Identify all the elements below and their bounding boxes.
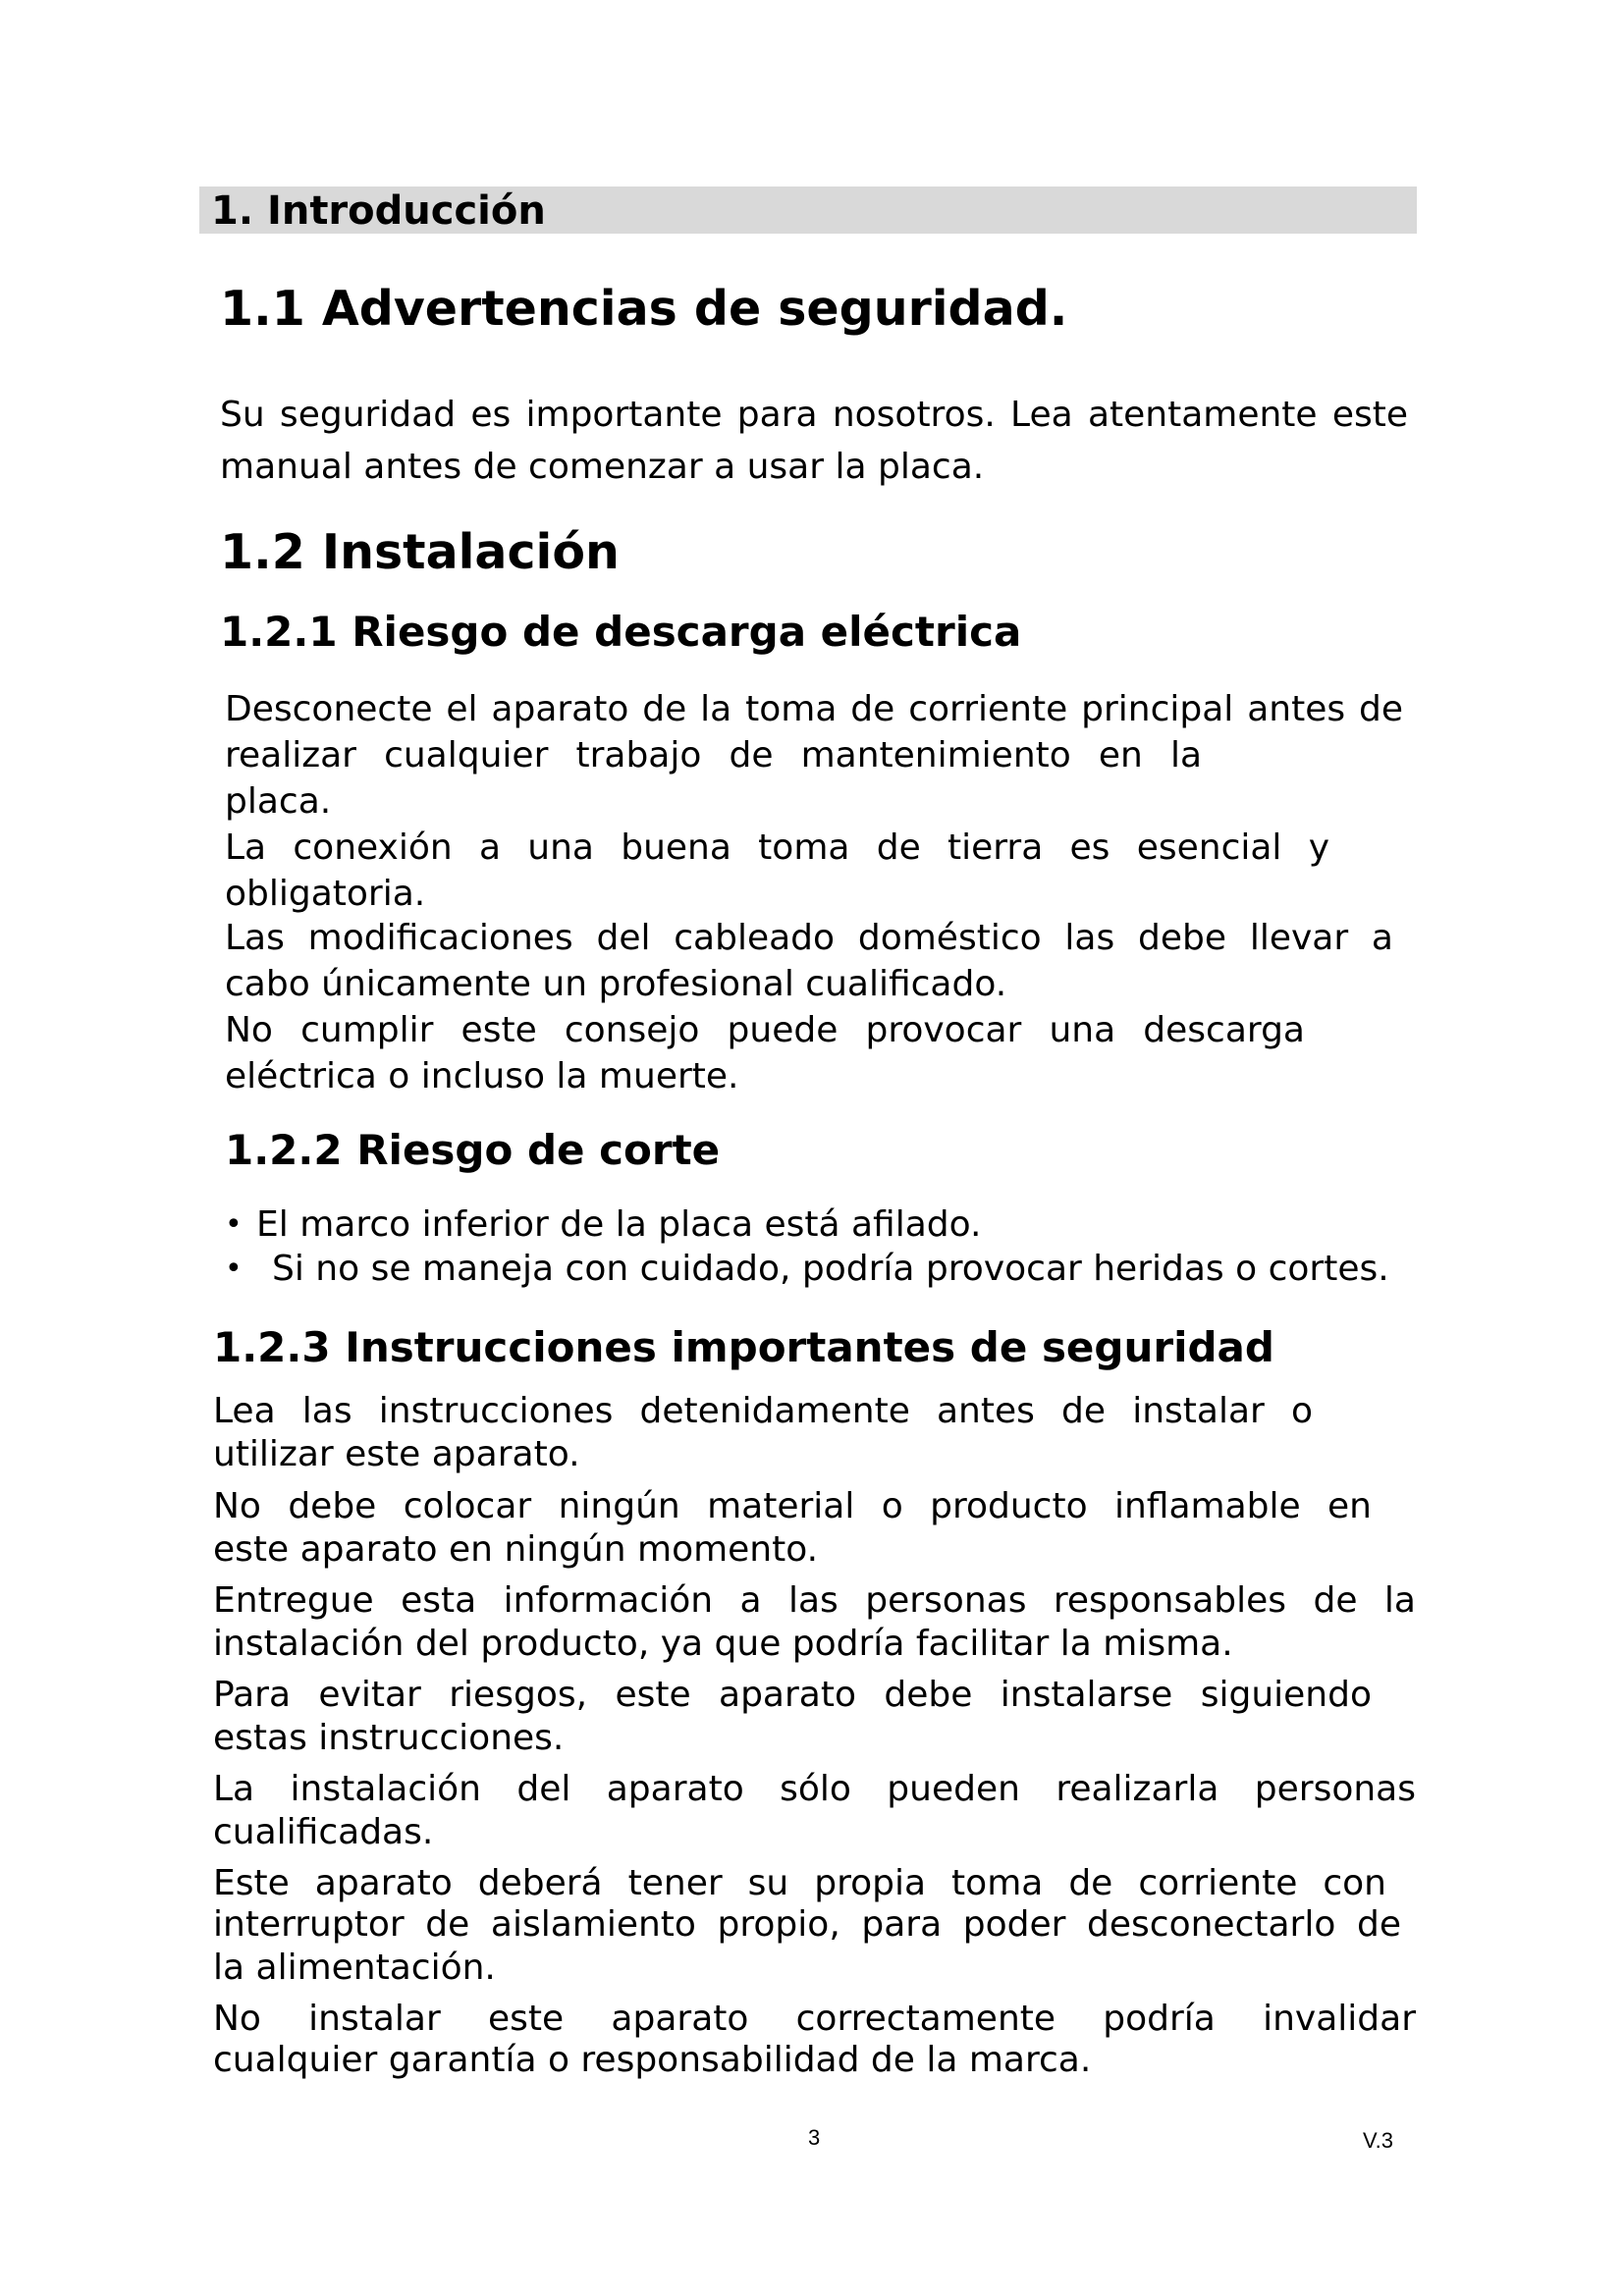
section-1-2-3-line-2: utilizar este aparato. xyxy=(213,1434,580,1474)
section-1-1-line-1: Su seguridad es importante para nosotros. Lea atentamente este xyxy=(220,395,1408,435)
section-1-2-3-line-7: Para evitar riesgos, este aparato debe instalarse siguiendo xyxy=(213,1675,1372,1715)
section-1-2-3-line-14: No instalar este aparato correctamente podría invalidar xyxy=(213,1999,1416,2039)
bullet-text: Si no se maneja con cuidado, podría provocar heridas o cortes. xyxy=(272,1249,1389,1289)
bullet-icon: • xyxy=(225,1252,243,1286)
section-1-2-3-line-13: la alimentación. xyxy=(213,1948,496,1988)
section-1-2-3-line-8: estas instrucciones. xyxy=(213,1718,565,1758)
section-1-1-heading: 1.1 Advertencias de seguridad. xyxy=(220,281,1068,337)
page-number: 3 xyxy=(808,2125,821,2150)
section-1-2-3-line-4: este aparato en ningún momento. xyxy=(213,1529,819,1570)
section-1-2-3-line-1: Lea las instrucciones detenidamente antes de instalar o xyxy=(213,1391,1313,1431)
section-1-2-2-heading: 1.2.2 Riesgo de corte xyxy=(225,1126,721,1174)
section-1-2-1-line-6: Las modificaciones del cableado doméstico las debe llevar a xyxy=(225,918,1393,958)
section-1-2-1-line-2: realizar cualquier trabajo de mantenimiento en la xyxy=(225,735,1202,775)
section-1-2-3-line-10: cualificadas. xyxy=(213,1812,434,1852)
section-1-2-1-heading: 1.2.1 Riesgo de descarga eléctrica xyxy=(220,608,1022,656)
bullet-item xyxy=(225,1247,1389,1292)
section-1-2-3-line-9: La instalación del aparato sólo pueden realizarla personas xyxy=(213,1769,1416,1809)
section-1-2-1-line-1: Desconecte el aparato de la toma de corriente principal antes de xyxy=(225,689,1403,729)
section-1-2-1-line-8: No cumplir este consejo puede provocar una descarga xyxy=(225,1010,1305,1050)
chapter-title: 1. Introducción xyxy=(211,188,546,234)
section-1-2-3-line-11: Este aparato deberá tener su propia toma de corriente con xyxy=(213,1863,1386,1903)
bullet-text: El marco inferior de la placa está afilado. xyxy=(256,1204,982,1245)
section-1-2-3-line-6: instalación del producto, ya que podría facilitar la misma. xyxy=(213,1624,1233,1664)
bullet-icon: • xyxy=(225,1207,243,1242)
section-1-2-3-line-3: No debe colocar ningún material o producto inflamable en xyxy=(213,1486,1372,1526)
section-1-1-line-2: manual antes de comenzar a usar la placa. xyxy=(220,447,985,487)
section-1-2-1-line-9: eléctrica o incluso la muerte. xyxy=(225,1056,739,1096)
section-1-2-3-heading: 1.2.3 Instrucciones importantes de seguridad xyxy=(213,1323,1274,1371)
section-1-2-3-line-5: Entregue esta información a las personas responsables de la xyxy=(213,1580,1416,1621)
section-1-2-1-line-7: cabo únicamente un profesional cualificado. xyxy=(225,964,1007,1004)
section-1-2-1-line-4: La conexión a una buena toma de tierra es esencial y xyxy=(225,828,1329,868)
bullet-item xyxy=(225,1202,981,1248)
section-1-2-3-line-15: cualquier garantía o responsabilidad de la marca. xyxy=(213,2040,1092,2080)
section-1-2-1-line-5: obligatoria. xyxy=(225,874,426,914)
version-label: V.3 xyxy=(1363,2128,1394,2153)
section-1-2-heading: 1.2 Instalación xyxy=(220,524,620,580)
section-1-2-3-line-12: interruptor de aislamiento propio, para poder desconectarlo de xyxy=(213,1904,1401,1945)
section-1-2-1-line-3: placa. xyxy=(225,781,332,822)
